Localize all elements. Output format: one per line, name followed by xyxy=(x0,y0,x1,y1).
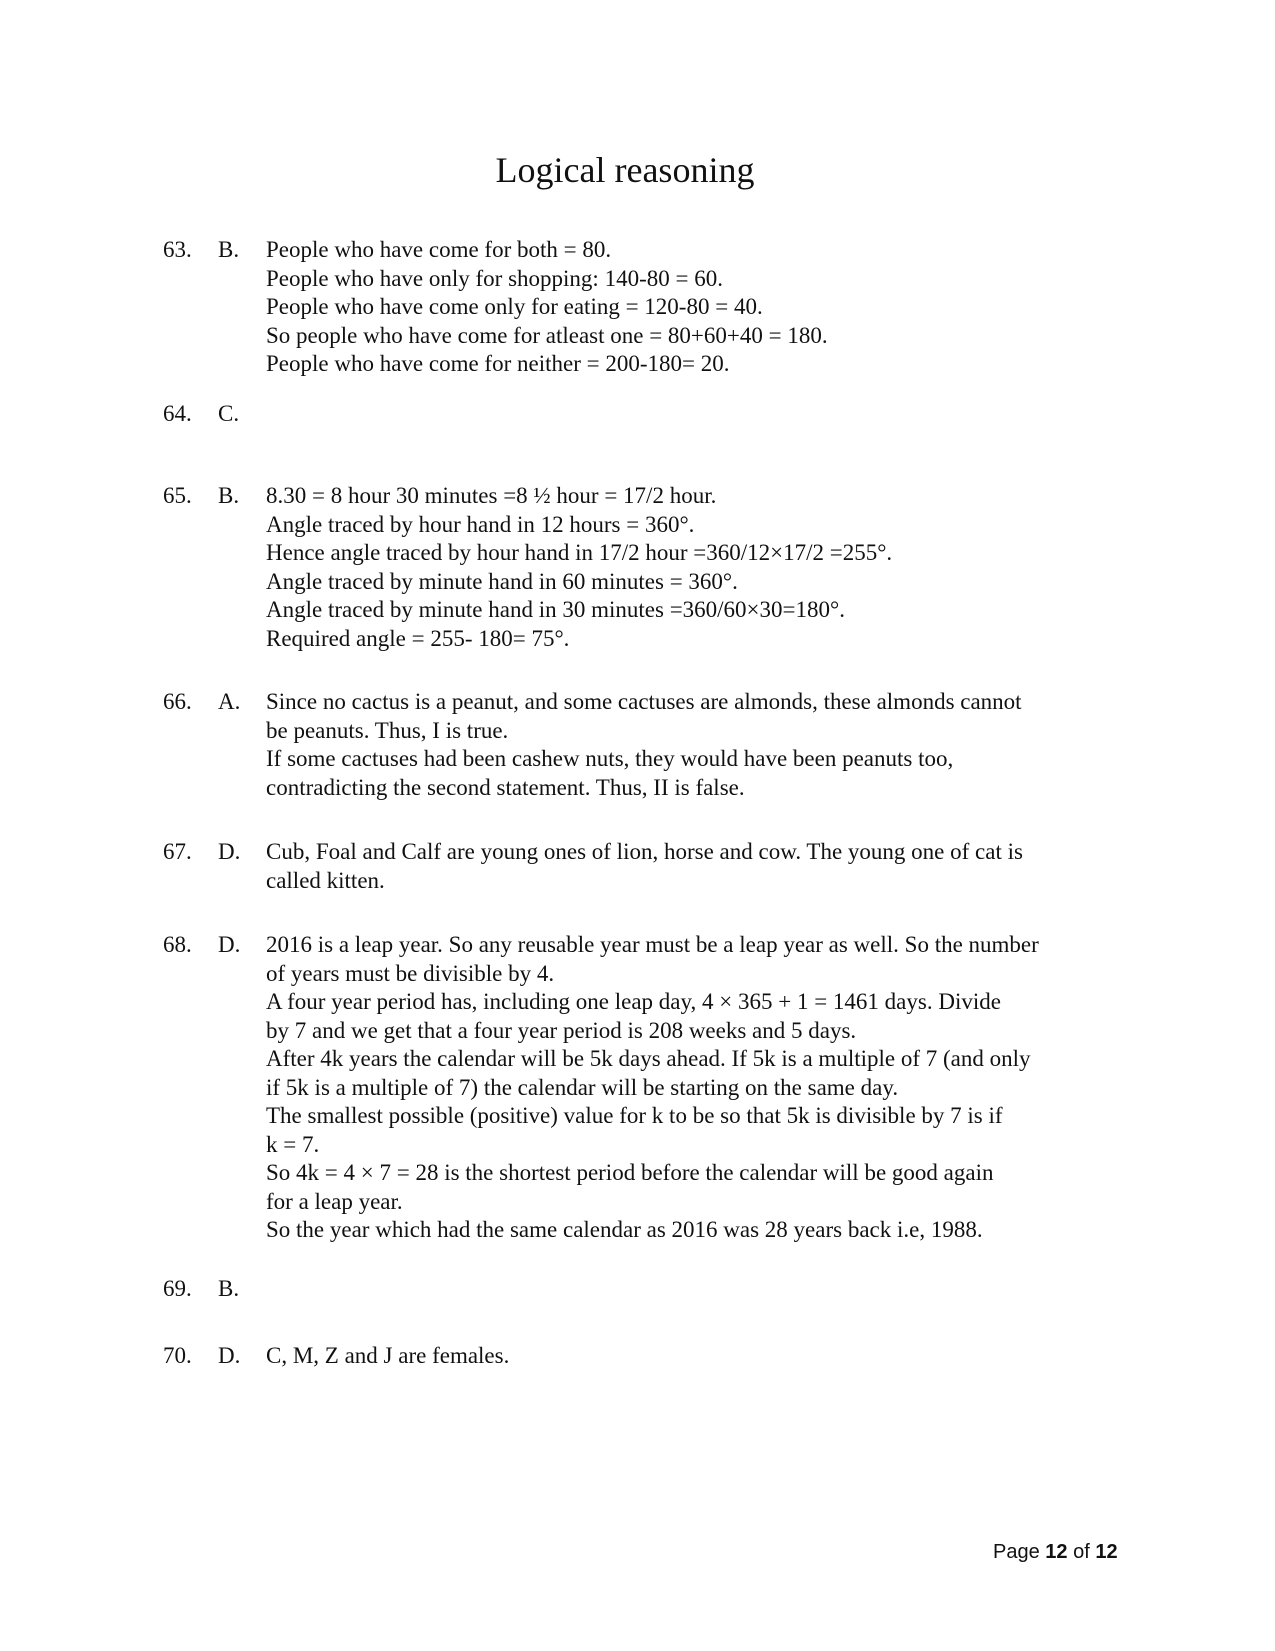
question-number: 69. xyxy=(163,1276,192,1301)
answer-option: B. xyxy=(218,237,240,262)
explanation-line: for a leap year. xyxy=(266,1188,403,1214)
explanation-line: Angle traced by hour hand in 12 hours = 360°. xyxy=(266,511,695,537)
page-label: Page xyxy=(993,1541,1040,1563)
explanation xyxy=(266,1342,1116,1371)
page-footer xyxy=(993,1540,1118,1564)
explanation-line: of years must be divisible by 4. xyxy=(266,960,555,986)
question-number: 65. xyxy=(163,483,192,508)
explanation-line: Required angle = 255- 180= 75°. xyxy=(266,625,570,651)
answer-option: D. xyxy=(218,1343,241,1368)
answer-option: B. xyxy=(218,1276,240,1301)
explanation-line: People who have only for shopping: 140-80 = 60. xyxy=(266,265,723,291)
explanation-line: If some cactuses had been cashew nuts, they would have been peanuts too, xyxy=(266,746,954,771)
explanation-line: 2016 is a leap year. So any reusable year must be a leap year as well. So the number xyxy=(266,932,1039,957)
explanation-line: if 5k is a multiple of 7) the calendar will be starting on the same day. xyxy=(266,1074,899,1100)
explanation-line: Angle traced by minute hand in 30 minutes =360/60×30=180°. xyxy=(266,597,845,622)
question-number: 68. xyxy=(163,932,192,957)
explanation-line: k = 7. xyxy=(266,1131,320,1157)
answer-option: B. xyxy=(218,483,240,508)
explanation-line: People who have come for neither = 200-180= 20. xyxy=(266,351,730,376)
of-label: of xyxy=(1073,1541,1090,1563)
explanation-line: A four year period has, including one leap day, 4 × 365 + 1 = 1461 days. Divide xyxy=(266,989,1001,1014)
explanation-line: So the year which had the same calendar as 2016 was 28 years back i.e, 1988. xyxy=(266,1217,983,1242)
question-number: 70. xyxy=(163,1343,192,1368)
question-number: 63. xyxy=(163,237,192,262)
explanation-line: 8.30 = 8 hour 30 minutes =8 ½ hour = 17/2 hour. xyxy=(266,483,717,508)
explanation xyxy=(266,931,1116,1245)
explanation xyxy=(266,838,1116,895)
explanation-line: called kitten. xyxy=(266,867,385,893)
explanation-line: Angle traced by minute hand in 60 minutes = 360°. xyxy=(266,568,738,594)
question-number: 67. xyxy=(163,839,192,864)
explanation xyxy=(266,236,1116,379)
explanation-line: People who have come only for eating = 120-80 = 40. xyxy=(266,294,763,319)
page-total: 12 xyxy=(1095,1541,1118,1563)
explanation-line: Hence angle traced by hour hand in 17/2 hour =360/12×17/2 =255°. xyxy=(266,540,893,565)
explanation-line: Cub, Foal and Calf are young ones of lion, horse and cow. The young one of cat is xyxy=(266,839,1023,864)
explanation-line: Since no cactus is a peanut, and some cactuses are almonds, these almonds cannot xyxy=(266,689,1022,714)
explanation-line: So people who have come for atleast one = 80+60+40 = 180. xyxy=(266,322,828,348)
explanation-line: by 7 and we get that a four year period is 208 weeks and 5 days. xyxy=(266,1017,857,1043)
page-current: 12 xyxy=(1045,1541,1068,1563)
answer-option: D. xyxy=(218,932,241,957)
explanation-line: So 4k = 4 × 7 = 28 is the shortest period before the calendar will be good again xyxy=(266,1160,994,1185)
explanation-line: The smallest possible (positive) value for k to be so that 5k is divisible by 7 is if xyxy=(266,1103,1003,1128)
answer-option: D. xyxy=(218,839,241,864)
explanation-line: be peanuts. Thus, I is true. xyxy=(266,717,509,743)
page-title: Logical reasoning xyxy=(495,150,755,190)
question-number: 64. xyxy=(163,401,192,426)
answer-option: A. xyxy=(218,689,241,714)
explanation xyxy=(266,688,1116,802)
explanation-line: After 4k years the calendar will be 5k days ahead. If 5k is a multiple of 7 (and only xyxy=(266,1046,1031,1071)
explanation-line: contradicting the second statement. Thus, II is false. xyxy=(266,774,745,800)
explanation-line: C, M, Z and J are females. xyxy=(266,1343,510,1368)
explanation xyxy=(266,482,1116,653)
answer-option: C. xyxy=(218,401,240,426)
explanation-line: People who have come for both = 80. xyxy=(266,237,612,262)
question-number: 66. xyxy=(163,689,192,714)
